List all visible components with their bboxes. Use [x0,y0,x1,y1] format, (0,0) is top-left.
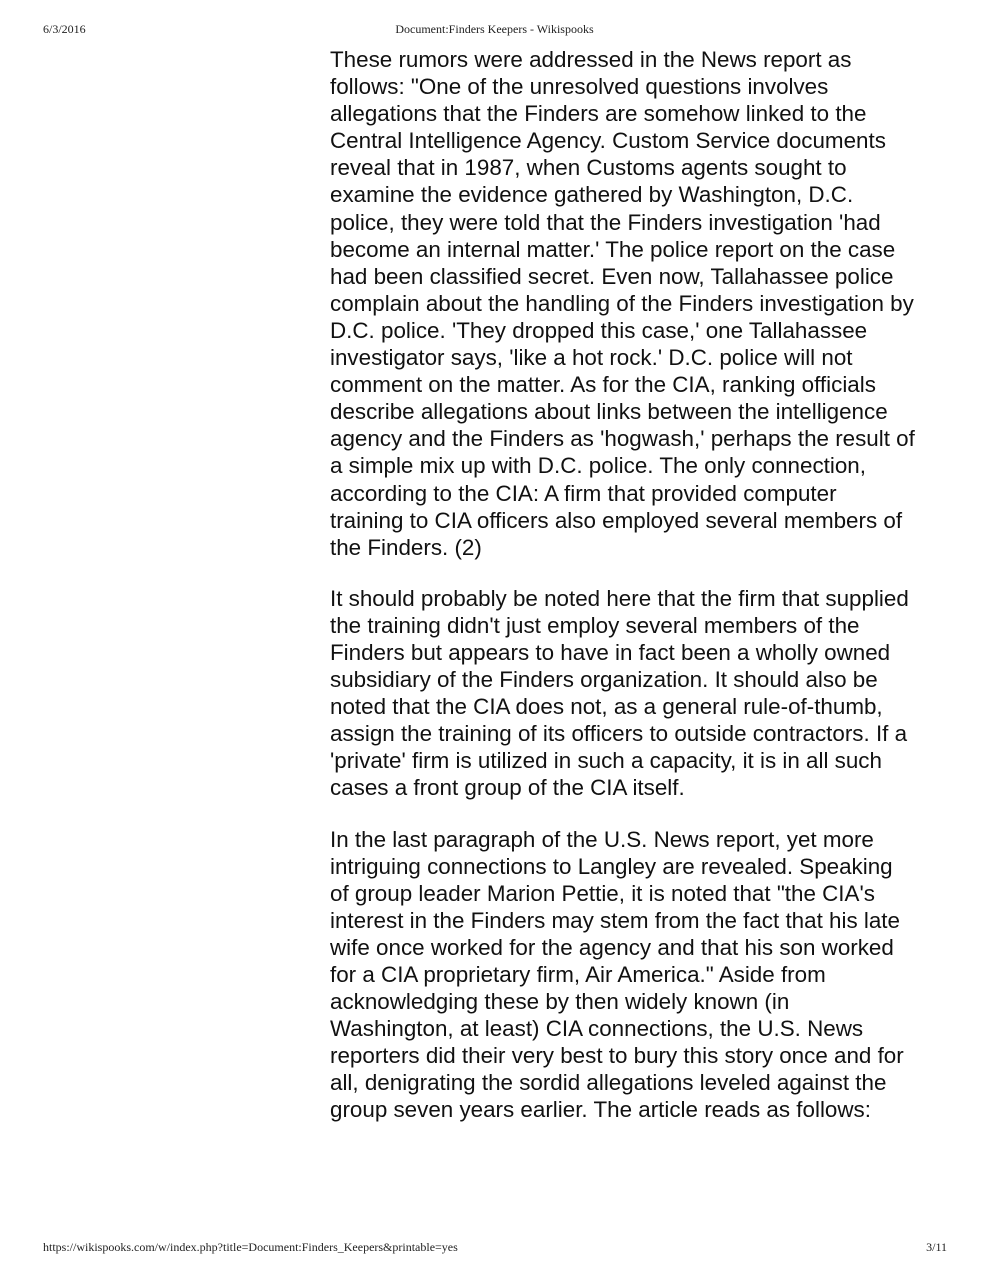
print-footer [0,1240,989,1256]
page-number: 3/11 [926,1240,947,1254]
article-body [330,46,915,1148]
print-header [0,22,989,38]
paragraph-rumors: These rumors were addressed in the News report as follows: "One of the unresolved questions involves allegations that the Finders are somehow linked to the Central Intelligence Agency. Custom Service documents reveal that in 1987, when Customs agents sought to examine the evidence gathered by Washington, D.C. police, they were told that the Finders investigation 'had become an internal matter.' The police report on the case had been classified secret. Even now, Tallahassee police complain about the handling of the Finders investigation by D.C. police. 'They dropped this case,' one Tallahassee investigator says, 'like a hot rock.' D.C. police will not comment on the matter. As for the CIA, ranking officials describe allegations about links between the intelligence agency and the Finders as 'hogwash,' perhaps the result of a simple mix up with D.C. police. The only connection, according to the CIA: A firm that provided computer training to CIA officers also employed several members of the Finders. (2) [330,47,915,560]
paragraph-langley-connections: In the last paragraph of the U.S. News report, yet more intriguing connections to Langley are revealed. Speaking of group leader Marion Pettie, it is noted that "the CIA's interest in the Finders may stem from the fact that his late wife once worked for the agency and that his son worked for a CIA proprietary firm, Air America." Aside from acknowledging these by then widely known (in Washington, at least) CIA connections, the U.S. News reporters did their very best to bury this story once and for all, denigrating the sordid allegations leveled against the group seven years earlier. The article reads as follows: [330,826,904,1123]
print-date: 6/3/2016 [43,22,86,36]
page-url: https://wikispooks.com/w/index.php?title=Document:Finders_Keepers&printable=yes [43,1240,458,1254]
paragraph-training-firm: It should probably be noted here that the firm that supplied the training didn't just employ several members of the Finders but appears to have in fact been a wholly owned subsidiary of the Finders organization. It should also be noted that the CIA does not, as a general rule-of-thumb, assign the training of its officers to outside contractors. If a 'private' firm is utilized in such a capacity, it is in all such cases a front group of the CIA itself. [330,585,909,801]
document-title: Document:Finders Keepers - Wikispooks [395,22,594,36]
